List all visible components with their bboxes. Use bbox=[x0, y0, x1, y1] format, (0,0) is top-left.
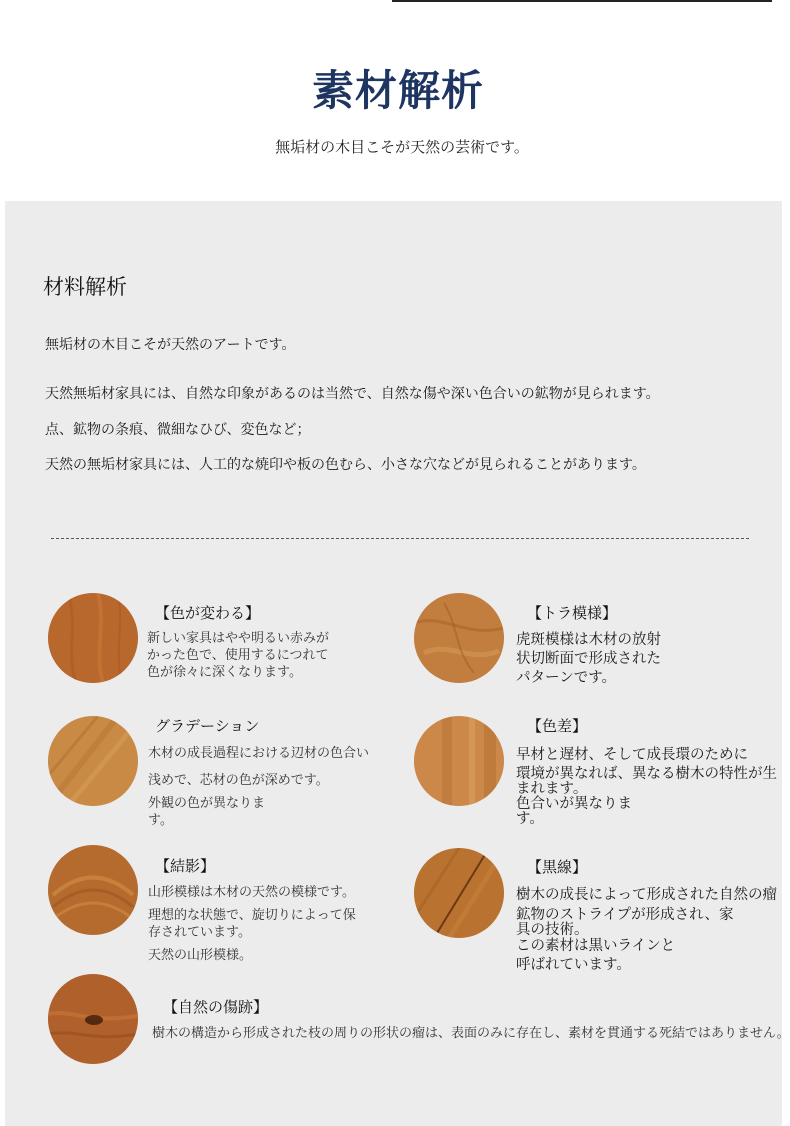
item-desc-natural-scar: 樹木の構造から形成された枝の周りの形状の瘤は、表面のみに存在し、素材を貫通する死結ではありません。 bbox=[152, 1026, 790, 1041]
wood-sample-figure bbox=[48, 845, 138, 935]
wood-sample-black-line bbox=[414, 848, 504, 938]
page-title: 素材解析 bbox=[311, 66, 484, 115]
wood-sample-tiger-stripe bbox=[414, 593, 504, 683]
top-rule bbox=[392, 0, 772, 2]
item-label-black-line: 【黒線】 bbox=[527, 858, 588, 876]
intro-line-1: 無垢材の木目こそが天然のアートです。 bbox=[45, 337, 296, 353]
item-desc-black-line: 樹木の成長によって形成された自然の瘤 鉱物のストライプが形成され、家 具の技術。 この素材は黒いラインと 呼ばれています。 bbox=[516, 887, 777, 973]
item-label-figure: 【結影】 bbox=[155, 857, 216, 875]
item-desc-color-difference: 早材と遅材、そして成長環のために 環境が異なれば、異なる樹木の特性が生 まれます。 色合いが異なりま す。 bbox=[516, 747, 777, 827]
item-label-color-change: 【色が変わる】 bbox=[155, 604, 261, 622]
dashed-divider bbox=[51, 538, 749, 539]
wood-sample-gradation bbox=[48, 716, 138, 806]
panel-heading: 材料解析 bbox=[43, 275, 127, 299]
item-label-color-difference: 【色差】 bbox=[527, 717, 588, 735]
item-desc-color-change: 新しい家具はやや明るい赤みが かった色で、使用するにつれて 色が徐々に深くなります。 bbox=[147, 631, 330, 680]
intro-line-3: 点、鉱物の条痕、微細なひび、変色など； bbox=[45, 422, 311, 438]
item-label-natural-scar: 【自然の傷跡】 bbox=[163, 998, 269, 1016]
item-label-gradation: グラデーション bbox=[155, 717, 260, 735]
wood-sample-natural-scar bbox=[48, 974, 138, 1064]
page-subtitle: 無垢材の木目こそが天然の芸術です。 bbox=[275, 138, 529, 156]
intro-line-4: 天然の無垢材家具には、人工的な焼印や板の色むら、小さな穴などが見られることがあります。 bbox=[45, 457, 646, 473]
wood-sample-color-difference bbox=[414, 716, 504, 806]
intro-line-2: 天然無垢材家具には、自然な印象があるのは当然で、自然な傷や深い色合いの鉱物が見られます。 bbox=[45, 386, 660, 402]
item-desc-figure: 山形模様は木材の天然の模様です。 理想的な状態で、旋切りによって保 存されています。 天然の山形模様。 bbox=[148, 885, 356, 963]
item-desc-tiger-stripe: 虎斑模様は木材の放射 状切断面で形成された パターンです。 bbox=[516, 632, 661, 686]
item-label-tiger-stripe: 【トラ模様】 bbox=[527, 604, 618, 622]
wood-sample-color-change bbox=[48, 593, 138, 683]
item-desc-gradation: 木材の成長過程における辺材の色合い 浅めで、芯材の色が深めです。 外観の色が異なりま す。 bbox=[148, 746, 370, 828]
